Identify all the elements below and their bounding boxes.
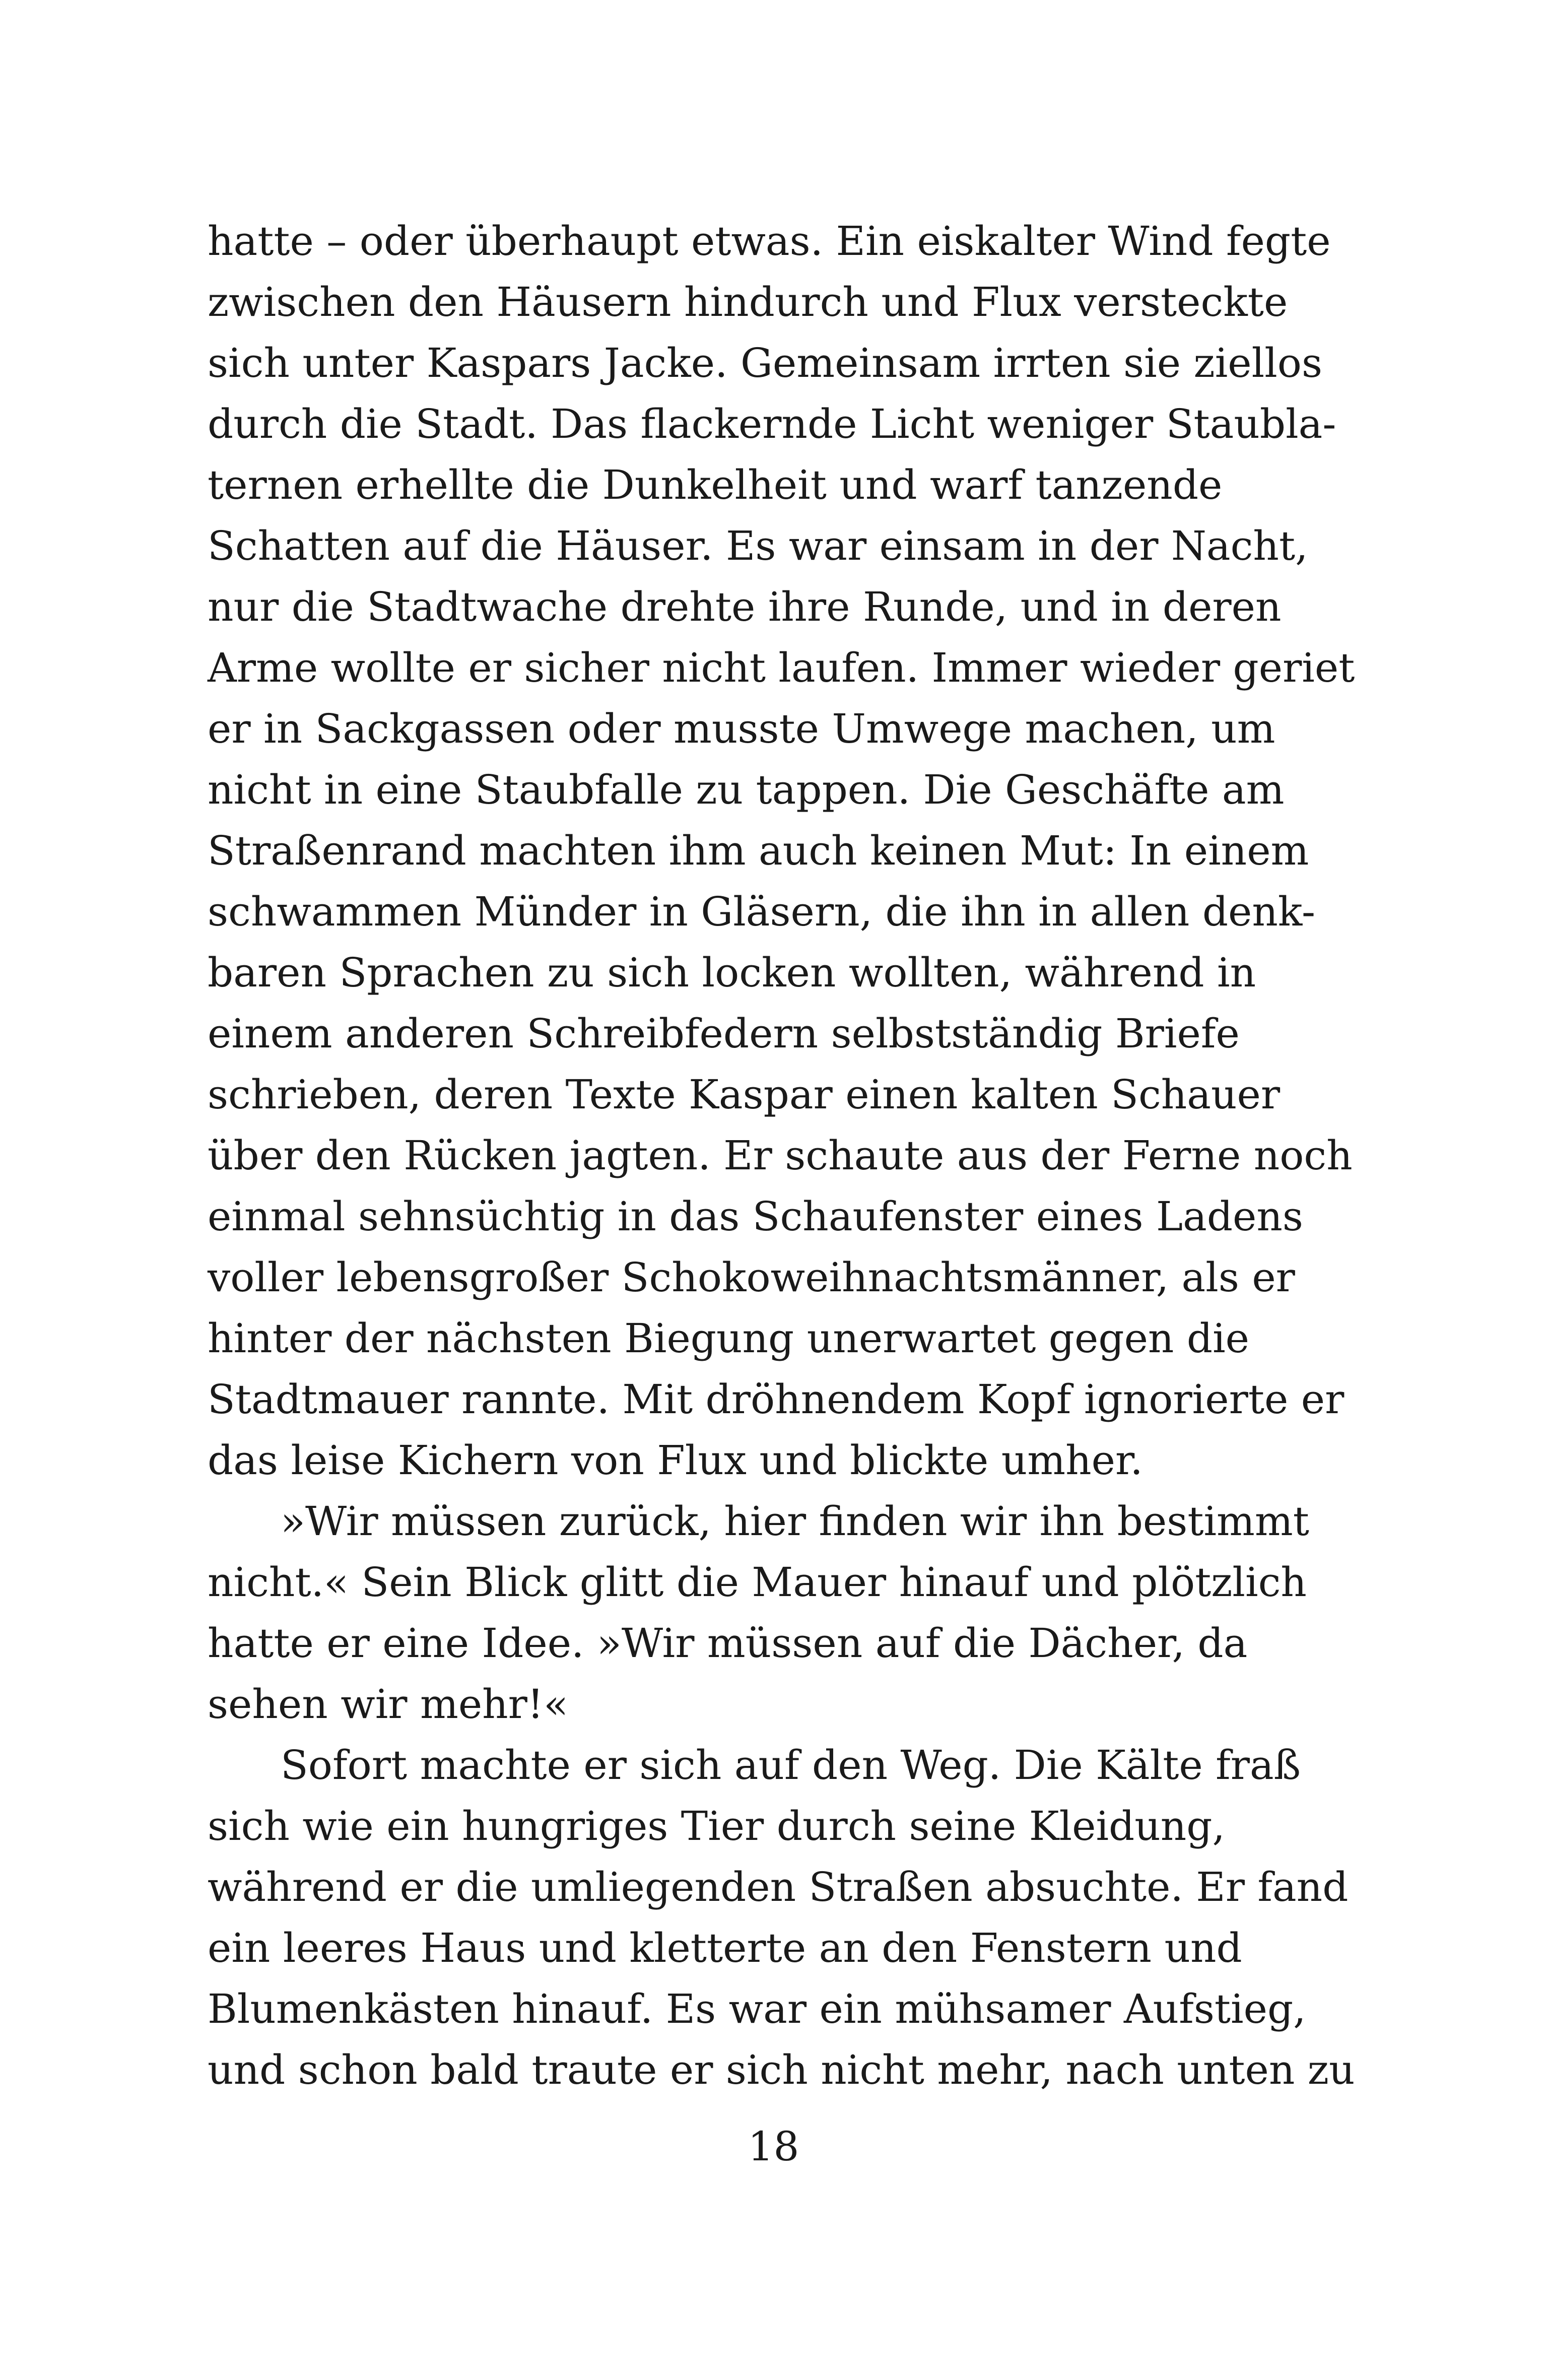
text-line: Straßenrand machten ihm auch keinen Mut: In einem <box>208 827 1309 874</box>
text-line: über den Rücken jagten. Er schaute aus der Ferne noch <box>208 1132 1353 1179</box>
text-line: voller lebensgroßer Schokoweihnachtsmänner, als er <box>208 1254 1295 1301</box>
text-line: während er die umliegenden Straßen absuchte. Er fand <box>208 1864 1349 1910</box>
text-line: Stadtmauer rannte. Mit dröhnendem Kopf ignorierte er <box>208 1376 1344 1423</box>
text-line: sich unter Kaspars Jacke. Gemeinsam irrten sie ziellos <box>208 340 1323 386</box>
text-line: nur die Stadtwache drehte ihre Runde, und in deren <box>208 583 1282 630</box>
text-line: baren Sprachen zu sich locken wollten, während in <box>208 949 1256 996</box>
page-number: 18 <box>748 2123 799 2170</box>
text-line: hatte – oder überhaupt etwas. Ein eiskalter Wind fegte <box>208 218 1331 265</box>
text-line: »Wir müssen zurück, hier finden wir ihn bestimmt <box>281 1498 1309 1545</box>
text-line: durch die Stadt. Das flackernde Licht weniger Staubla- <box>208 401 1336 447</box>
text-line: einmal sehnsüchtig in das Schaufenster eines Ladens <box>208 1193 1303 1240</box>
text-line: ternen erhellte die Dunkelheit und warf tanzende <box>208 461 1223 508</box>
text-line: schrieben, deren Texte Kaspar einen kalten Schauer <box>208 1071 1281 1118</box>
text-line: hatte er eine Idee. »Wir müssen auf die Dächer, da <box>208 1620 1248 1667</box>
text-line: einem anderen Schreibfedern selbstständig Briefe <box>208 1010 1240 1057</box>
text-line: Arme wollte er sicher nicht laufen. Immer wieder geriet <box>208 644 1355 691</box>
text-line: sich wie ein hungriges Tier durch seine Kleidung, <box>208 1803 1225 1849</box>
text-line: und schon bald traute er sich nicht mehr, nach unten zu <box>208 2046 1355 2093</box>
text-line: Blumenkästen hinauf. Es war ein mühsamer Aufstieg, <box>208 1986 1306 2032</box>
text-line: das leise Kichern von Flux und blickte umher. <box>208 1437 1143 1484</box>
text-line: Sofort machte er sich auf den Weg. Die Kälte fraß <box>281 1742 1301 1789</box>
text-line: sehen wir mehr!« <box>208 1681 569 1728</box>
text-line: ein leeres Haus und kletterte an den Fenstern und <box>208 1925 1242 1971</box>
text-line: Schatten auf die Häuser. Es war einsam in der Nacht, <box>208 522 1308 569</box>
text-line: hinter der nächsten Biegung unerwartet gegen die <box>208 1315 1250 1362</box>
text-line: er in Sackgassen oder musste Umwege machen, um <box>208 705 1275 752</box>
text-line: zwischen den Häusern hindurch und Flux versteckte <box>208 279 1288 325</box>
text-line: schwammen Münder in Gläsern, die ihn in allen denk- <box>208 888 1316 935</box>
body-text <box>208 211 1355 2100</box>
text-line: nicht.« Sein Blick glitt die Mauer hinauf und plötzlich <box>208 1559 1307 1606</box>
text-line: nicht in eine Staubfalle zu tappen. Die Geschäfte am <box>208 766 1285 813</box>
